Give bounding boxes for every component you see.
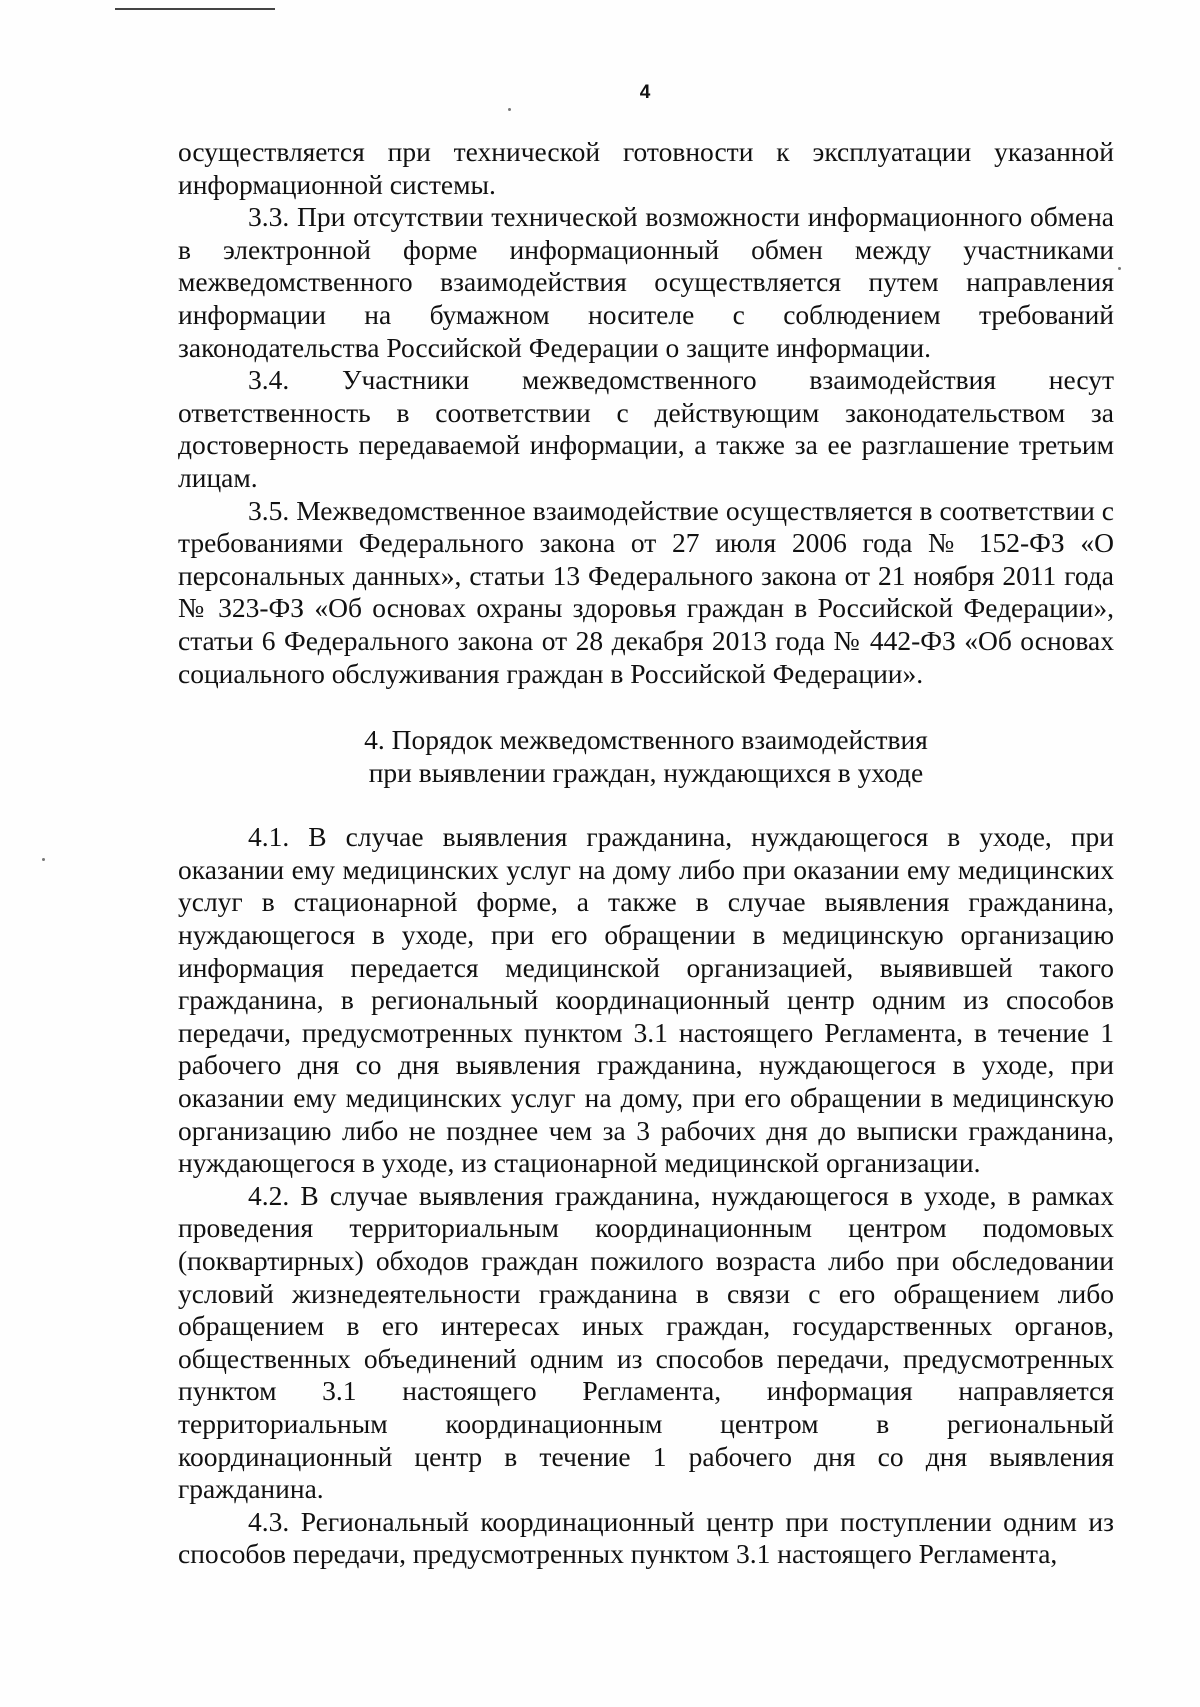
paragraph-3-4: 3.4. Участники межведомственного взаимодействия несут ответственность в соответствии с действующим законодательством за достоверность передаваемой информации, а также за ее разглашение третьим лицам.: [178, 364, 1114, 493]
paragraph-4-1: 4.1. В случае выявления гражданина, нуждающегося в уходе, при оказании ему медицинских услуг на дому либо при оказании ему медицинских услуг в стационарной форме, а также в случае выявления гражданина, нуждающегося в уходе, при его обращении в медицинскую организацию информация передается медицинской организацией, выявившей такого гражданина, в региональный координационный центр одним из способов передачи, предусмотренных пунктом 3.1 настоящего Регламента, в течение 1 рабочего дня со дня выявления гражданина, нуждающегося в уходе, при оказании ему медицинских услуг на дому, при его обращении в медицинскую организацию либо не позднее чем за 3 рабочих дня до выписки гражданина, нуждающегося в уходе, из стационарной медицинской организации.: [178, 821, 1114, 1179]
scan-speck-mark: [42, 858, 45, 861]
page-number: 4: [639, 82, 651, 103]
document-body: [178, 136, 1114, 1571]
top-rule-divider: [115, 8, 275, 10]
paragraph-continuation: осуществляется при технической готовности к эксплуатации указанной информационной системы.: [178, 136, 1114, 200]
section-heading-line-2: при выявлении граждан, нуждающихся в уходе: [368, 756, 924, 788]
paragraph-4-2: 4.2. В случае выявления гражданина, нуждающегося в уходе, в рамках проведения территориальным координационным центром подомовых (поквартирных) обходов граждан пожилого возраста либо при обследовании условий жизнедеятельности гражданина в связи с его обращением либо обращением в его интересах иных граждан, государственных органов, общественных объединений одним из способов передачи, предусмотренных пунктом 3.1 настоящего Регламента, информация направляется территориальным координационным центром в региональный координационный центр в течение 1 рабочего дня со дня выявления гражданина.: [178, 1179, 1114, 1505]
scan-speck-mark: [508, 108, 511, 111]
paragraph-4-3: 4.3. Региональный координационный центр при поступлении одним из способов передачи, предусмотренных пунктом 3.1 настоящего Регламента,: [178, 1505, 1114, 1570]
paragraph-3-3: 3.3. При отсутствии технической возможности информационного обмена в электронной форме информационный обмен между участниками межведомственного взаимодействия осуществляется путем направления информации на бумажном носителе с соблюдением требований законодательства Российской Федерации о защите информации.: [178, 201, 1114, 363]
paragraph-3-5: 3.5. Межведомственное взаимодействие осуществляется в соответствии с требованиями Федерального закона от 27 июля 2006 года № 152-ФЗ «О персональных данных», статьи 13 Федерального закона от 21 ноября 2011 года № 323-ФЗ «Об основах охраны здоровья граждан в Российской Федерации», статьи 6 Федерального закона от 28 декабря 2013 года № 442-ФЗ «Об основах социального обслуживания граждан в Российской Федерации».: [178, 494, 1114, 689]
section-heading: [178, 724, 1114, 789]
scan-speck-mark: [1118, 267, 1121, 270]
section-heading-line-1: 4. Порядок межведомственного взаимодействия: [364, 724, 928, 756]
